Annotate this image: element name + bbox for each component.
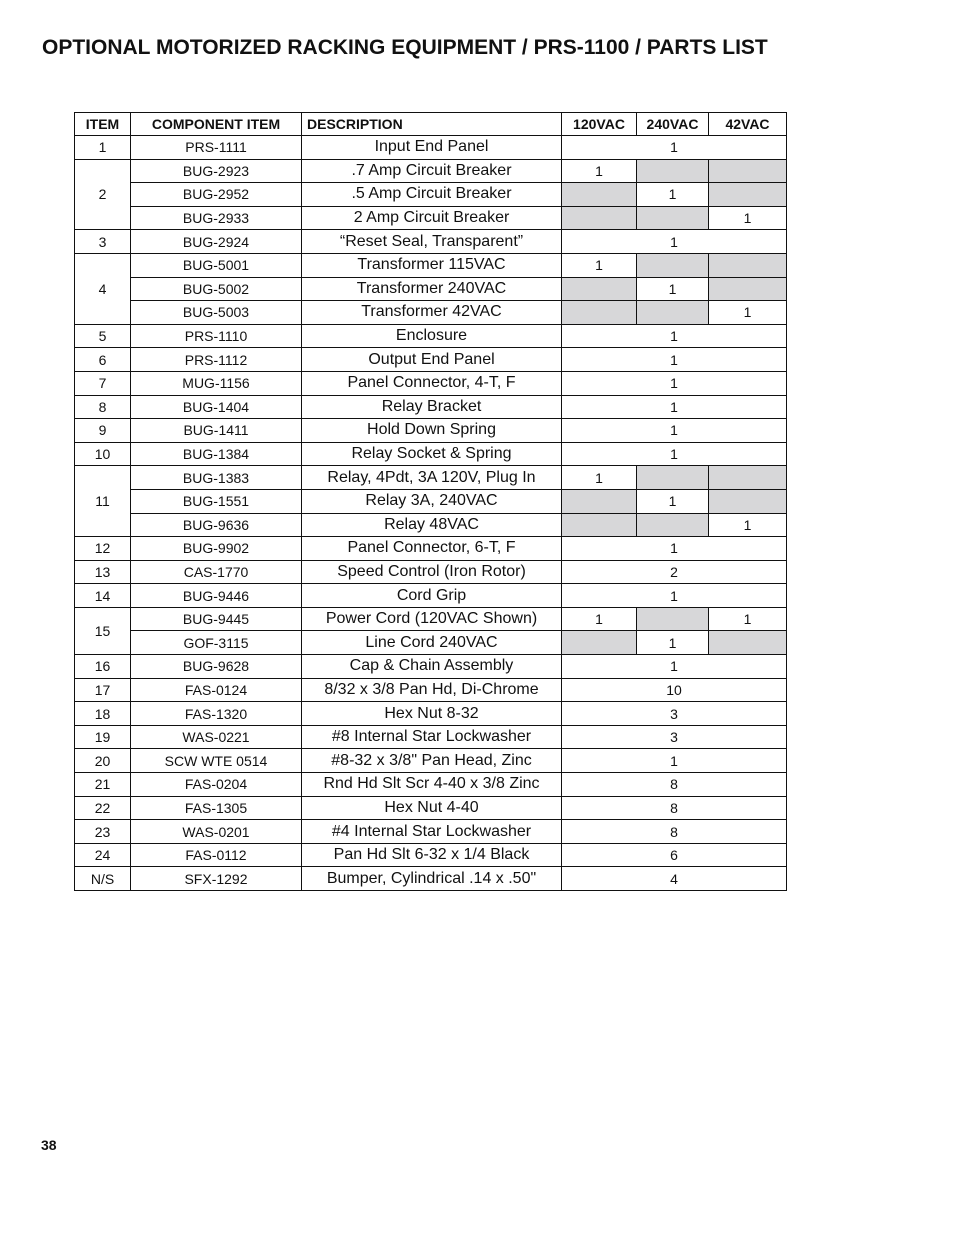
table-row (75, 513, 787, 537)
description-cell: Speed Control (Iron Rotor) (302, 560, 562, 584)
description-cell: Rnd Hd Slt Scr 4-40 x 3/8 Zinc (302, 773, 562, 797)
quantity-240vac-cell (637, 607, 709, 631)
component-item-cell: BUG-9636 (131, 513, 302, 537)
table-row (75, 466, 787, 490)
component-item-cell: SCW WTE 0514 (131, 749, 302, 773)
quantity-240vac-cell (637, 301, 709, 325)
item-number-cell: 19 (75, 725, 131, 749)
quantity-120vac-cell: 1 (562, 159, 637, 183)
item-number-cell: 5 (75, 324, 131, 348)
component-item-cell: BUG-2952 (131, 183, 302, 207)
quantity-all-voltages-cell: 1 (562, 537, 787, 561)
table-row (75, 584, 787, 608)
quantity-240vac-cell (637, 206, 709, 230)
item-number-cell: 9 (75, 419, 131, 443)
item-number-cell: 4 (75, 253, 131, 324)
item-number-cell: 1 (75, 136, 131, 160)
quantity-120vac-cell (562, 513, 637, 537)
table-row (75, 253, 787, 277)
description-cell: Pan Hd Slt 6-32 x 1/4 Black (302, 843, 562, 867)
component-item-cell: BUG-1551 (131, 489, 302, 513)
header-description: DESCRIPTION (302, 113, 562, 136)
item-number-cell: 11 (75, 466, 131, 537)
item-number-cell: 22 (75, 796, 131, 820)
quantity-all-voltages-cell: 1 (562, 230, 787, 254)
component-item-cell: WAS-0201 (131, 820, 302, 844)
table-row (75, 206, 787, 230)
component-item-cell: BUG-1404 (131, 395, 302, 419)
table-row (75, 136, 787, 160)
component-item-cell: PRS-1110 (131, 324, 302, 348)
component-item-cell: BUG-9445 (131, 607, 302, 631)
quantity-all-voltages-cell: 1 (562, 324, 787, 348)
header-component-item: COMPONENT ITEM (131, 113, 302, 136)
component-item-cell: CAS-1770 (131, 560, 302, 584)
item-number-cell: 12 (75, 537, 131, 561)
description-cell: Enclosure (302, 324, 562, 348)
item-number-cell: 23 (75, 820, 131, 844)
component-item-cell: BUG-1411 (131, 419, 302, 443)
quantity-120vac-cell: 1 (562, 253, 637, 277)
quantity-42vac-cell (709, 183, 787, 207)
table-row (75, 796, 787, 820)
quantity-all-voltages-cell: 1 (562, 419, 787, 443)
quantity-42vac-cell: 1 (709, 607, 787, 631)
item-number-cell: N/S (75, 867, 131, 891)
table-row (75, 183, 787, 207)
table-row (75, 442, 787, 466)
description-cell: #8-32 x 3/8" Pan Head, Zinc (302, 749, 562, 773)
table-row (75, 159, 787, 183)
table-row (75, 678, 787, 702)
item-number-cell: 16 (75, 655, 131, 679)
item-number-cell: 2 (75, 159, 131, 230)
component-item-cell: SFX-1292 (131, 867, 302, 891)
quantity-all-voltages-cell: 1 (562, 749, 787, 773)
component-item-cell: BUG-9446 (131, 584, 302, 608)
component-item-cell: BUG-5001 (131, 253, 302, 277)
table-row (75, 371, 787, 395)
description-cell: #8 Internal Star Lockwasher (302, 725, 562, 749)
table-row (75, 867, 787, 891)
component-item-cell: BUG-9902 (131, 537, 302, 561)
quantity-120vac-cell (562, 631, 637, 655)
component-item-cell: BUG-2924 (131, 230, 302, 254)
quantity-all-voltages-cell: 4 (562, 867, 787, 891)
quantity-42vac-cell (709, 159, 787, 183)
description-cell: #4 Internal Star Lockwasher (302, 820, 562, 844)
table-row (75, 324, 787, 348)
quantity-all-voltages-cell: 8 (562, 796, 787, 820)
quantity-42vac-cell (709, 466, 787, 490)
description-cell: Output End Panel (302, 348, 562, 372)
component-item-cell: FAS-0204 (131, 773, 302, 797)
description-cell: Transformer 115VAC (302, 253, 562, 277)
description-cell: Cord Grip (302, 584, 562, 608)
table-row (75, 419, 787, 443)
component-item-cell: BUG-2923 (131, 159, 302, 183)
description-cell: Hex Nut 4-40 (302, 796, 562, 820)
quantity-240vac-cell: 1 (637, 183, 709, 207)
description-cell: Relay 3A, 240VAC (302, 489, 562, 513)
quantity-all-voltages-cell: 10 (562, 678, 787, 702)
quantity-all-voltages-cell: 1 (562, 655, 787, 679)
quantity-42vac-cell (709, 489, 787, 513)
quantity-all-voltages-cell: 3 (562, 725, 787, 749)
item-number-cell: 3 (75, 230, 131, 254)
component-item-cell: BUG-5002 (131, 277, 302, 301)
description-cell: Relay Socket & Spring (302, 442, 562, 466)
description-cell: Relay 48VAC (302, 513, 562, 537)
table-row (75, 348, 787, 372)
page-number: 38 (41, 1137, 57, 1153)
description-cell: Transformer 42VAC (302, 301, 562, 325)
component-item-cell: FAS-1305 (131, 796, 302, 820)
table-row (75, 725, 787, 749)
page-title: OPTIONAL MOTORIZED RACKING EQUIPMENT / PRS-1100 / PARTS LIST (42, 36, 768, 59)
description-cell: Hold Down Spring (302, 419, 562, 443)
description-cell: Panel Connector, 6-T, F (302, 537, 562, 561)
header-42vac: 42VAC (709, 113, 787, 136)
quantity-42vac-cell (709, 253, 787, 277)
item-number-cell: 20 (75, 749, 131, 773)
description-cell: Panel Connector, 4-T, F (302, 371, 562, 395)
table-row (75, 537, 787, 561)
item-number-cell: 10 (75, 442, 131, 466)
quantity-all-voltages-cell: 8 (562, 820, 787, 844)
description-cell: Relay, 4Pdt, 3A 120V, Plug In (302, 466, 562, 490)
description-cell: 8/32 x 3/8 Pan Hd, Di-Chrome (302, 678, 562, 702)
table-row (75, 749, 787, 773)
item-number-cell: 7 (75, 371, 131, 395)
quantity-all-voltages-cell: 1 (562, 136, 787, 160)
table-row (75, 631, 787, 655)
quantity-120vac-cell (562, 301, 637, 325)
description-cell: Hex Nut 8-32 (302, 702, 562, 726)
quantity-120vac-cell (562, 183, 637, 207)
quantity-240vac-cell: 1 (637, 489, 709, 513)
parts-list-table (74, 112, 787, 891)
quantity-all-voltages-cell: 1 (562, 348, 787, 372)
component-item-cell: BUG-9628 (131, 655, 302, 679)
quantity-240vac-cell (637, 253, 709, 277)
quantity-42vac-cell (709, 277, 787, 301)
component-item-cell: BUG-1384 (131, 442, 302, 466)
description-cell: .5 Amp Circuit Breaker (302, 183, 562, 207)
quantity-240vac-cell: 1 (637, 631, 709, 655)
header-240vac: 240VAC (637, 113, 709, 136)
component-item-cell: BUG-5003 (131, 301, 302, 325)
description-cell: Cap & Chain Assembly (302, 655, 562, 679)
item-number-cell: 15 (75, 607, 131, 654)
description-cell: .7 Amp Circuit Breaker (302, 159, 562, 183)
component-item-cell: PRS-1111 (131, 136, 302, 160)
table-row (75, 301, 787, 325)
quantity-42vac-cell (709, 631, 787, 655)
header-120vac: 120VAC (562, 113, 637, 136)
description-cell: 2 Amp Circuit Breaker (302, 206, 562, 230)
table-row (75, 560, 787, 584)
description-cell: Line Cord 240VAC (302, 631, 562, 655)
quantity-240vac-cell: 1 (637, 277, 709, 301)
quantity-240vac-cell (637, 159, 709, 183)
table-row (75, 607, 787, 631)
item-number-cell: 6 (75, 348, 131, 372)
component-item-cell: BUG-1383 (131, 466, 302, 490)
quantity-all-voltages-cell: 6 (562, 843, 787, 867)
table-row (75, 655, 787, 679)
quantity-42vac-cell: 1 (709, 206, 787, 230)
component-item-cell: MUG-1156 (131, 371, 302, 395)
table-row (75, 277, 787, 301)
quantity-42vac-cell: 1 (709, 513, 787, 537)
quantity-240vac-cell (637, 466, 709, 490)
item-number-cell: 14 (75, 584, 131, 608)
table-header-row (75, 113, 787, 136)
table-row (75, 489, 787, 513)
description-cell: Input End Panel (302, 136, 562, 160)
table-row (75, 395, 787, 419)
description-cell: Bumper, Cylindrical .14 x .50" (302, 867, 562, 891)
component-item-cell: PRS-1112 (131, 348, 302, 372)
quantity-all-voltages-cell: 1 (562, 584, 787, 608)
component-item-cell: FAS-0124 (131, 678, 302, 702)
quantity-all-voltages-cell: 1 (562, 442, 787, 466)
component-item-cell: GOF-3115 (131, 631, 302, 655)
quantity-240vac-cell (637, 513, 709, 537)
description-cell: Relay Bracket (302, 395, 562, 419)
description-cell: Power Cord (120VAC Shown) (302, 607, 562, 631)
quantity-all-voltages-cell: 3 (562, 702, 787, 726)
component-item-cell: WAS-0221 (131, 725, 302, 749)
component-item-cell: FAS-0112 (131, 843, 302, 867)
table-row (75, 820, 787, 844)
description-cell: Transformer 240VAC (302, 277, 562, 301)
quantity-all-voltages-cell: 1 (562, 371, 787, 395)
quantity-120vac-cell (562, 206, 637, 230)
quantity-120vac-cell (562, 489, 637, 513)
parts-table-body (75, 136, 787, 891)
table-row (75, 230, 787, 254)
description-cell: “Reset Seal, Transparent” (302, 230, 562, 254)
table-row (75, 773, 787, 797)
item-number-cell: 13 (75, 560, 131, 584)
item-number-cell: 8 (75, 395, 131, 419)
table-row (75, 702, 787, 726)
item-number-cell: 17 (75, 678, 131, 702)
quantity-120vac-cell: 1 (562, 466, 637, 490)
quantity-all-voltages-cell: 1 (562, 395, 787, 419)
header-item: ITEM (75, 113, 131, 136)
component-item-cell: FAS-1320 (131, 702, 302, 726)
item-number-cell: 24 (75, 843, 131, 867)
quantity-120vac-cell (562, 277, 637, 301)
item-number-cell: 21 (75, 773, 131, 797)
quantity-all-voltages-cell: 2 (562, 560, 787, 584)
component-item-cell: BUG-2933 (131, 206, 302, 230)
quantity-all-voltages-cell: 8 (562, 773, 787, 797)
item-number-cell: 18 (75, 702, 131, 726)
table-row (75, 843, 787, 867)
quantity-120vac-cell: 1 (562, 607, 637, 631)
quantity-42vac-cell: 1 (709, 301, 787, 325)
